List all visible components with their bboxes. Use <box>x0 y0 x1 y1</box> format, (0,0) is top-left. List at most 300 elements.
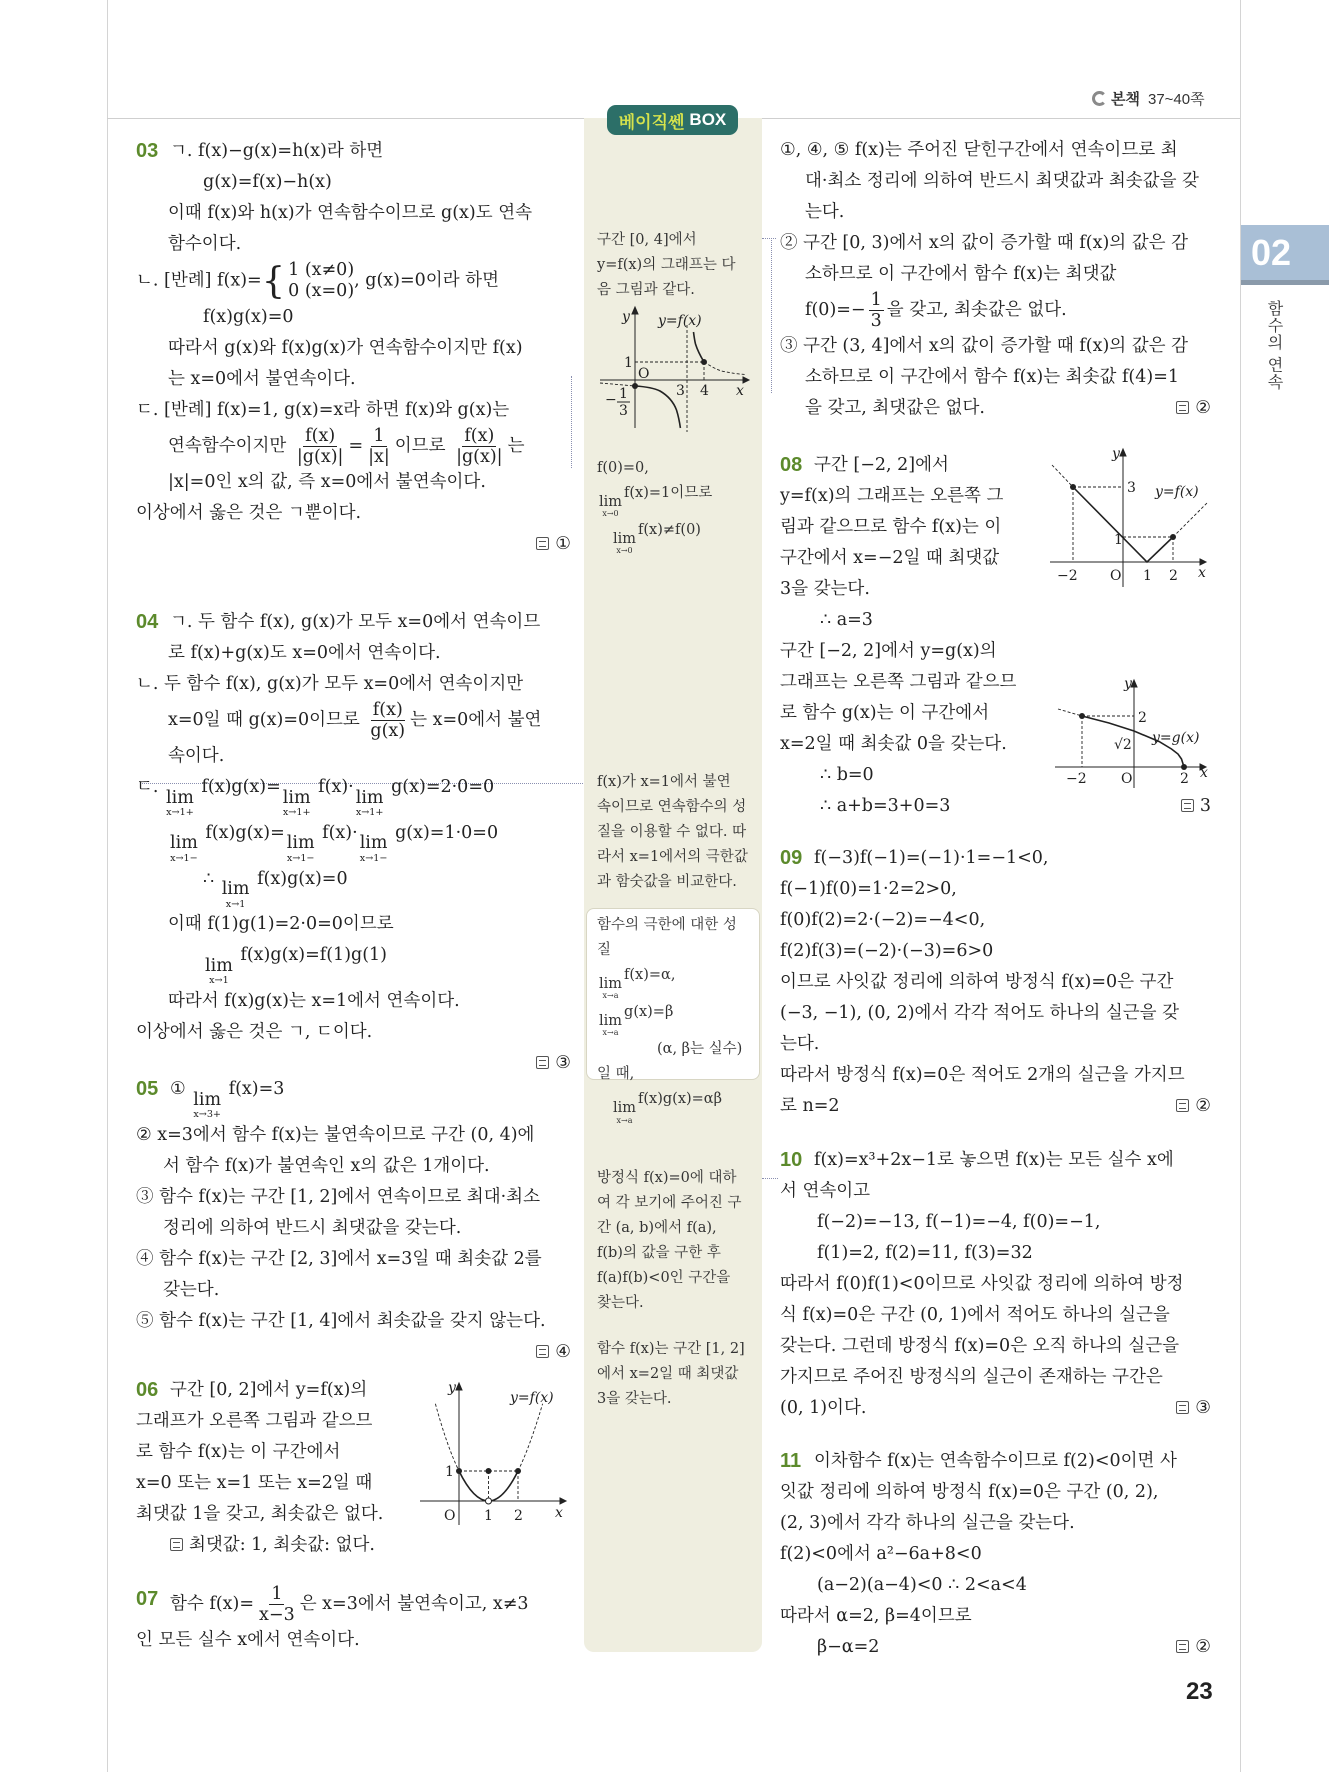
text-run: 이때 f(x)와 h(x)가 연속함수이므로 g(x)도 연속 <box>168 203 533 223</box>
text-line <box>780 228 1211 259</box>
badge-label-korean: 베이직쎈 <box>618 112 685 132</box>
text-line <box>136 426 571 467</box>
lim-operator: lim <box>221 879 250 899</box>
text-run: 는 x=0에서 불연 <box>410 710 542 731</box>
lim-operator: lim <box>613 530 637 547</box>
text-run: (0, 1)이다. <box>780 1398 867 1418</box>
text-line <box>136 1375 396 1406</box>
text-line <box>597 253 747 278</box>
lim-subscript: x→1− <box>359 852 388 864</box>
text-line <box>597 1166 747 1191</box>
text-run: 3을 갖는다. <box>597 1391 672 1407</box>
text-line <box>780 1060 1211 1091</box>
text-run: f(x)· <box>316 822 358 843</box>
solution-m3 <box>597 770 747 895</box>
text-run: 구간 [−2, 2]에서 <box>814 455 949 475</box>
text-run: 구간 [−2, 2]에서 y=g(x)의 <box>780 641 997 661</box>
text-run: (a−2)(a−4)<0 ∴ 2<a<4 <box>817 1575 1027 1595</box>
svg-text:O: O <box>638 366 650 382</box>
text-run: 인 모든 실수 x에서 연속이다. <box>136 1630 360 1651</box>
piecewise <box>262 260 354 302</box>
denominator: g(x) <box>370 721 406 742</box>
text-run: f(x)=α, <box>624 967 676 983</box>
lim-operator: lim <box>599 1012 623 1029</box>
curve-right-branch <box>694 332 705 362</box>
basic-box-badge <box>607 105 738 135</box>
denominator: 3 <box>870 311 882 332</box>
limit <box>170 835 198 863</box>
solution-m5 <box>597 1337 747 1412</box>
text-run: 을 갖고, 최솟값은 없다. <box>886 300 1067 321</box>
svg-text:1: 1 <box>624 355 633 371</box>
answer-value: ② <box>1195 398 1211 419</box>
numerator: 1 <box>271 1584 283 1604</box>
text-run: 구간 [0, 4]에서 <box>597 232 697 248</box>
text-line <box>136 607 571 638</box>
text-run: 는 x=0에서 불연속이다. <box>168 369 356 389</box>
text-run: 함수이다. <box>168 234 242 254</box>
point-marker <box>632 383 638 389</box>
problem-number: 04 <box>136 611 159 633</box>
text-line <box>780 1207 1211 1238</box>
answer-icon <box>1176 1640 1189 1653</box>
text-run: f(0)=0, <box>597 460 649 476</box>
text-line <box>136 818 571 864</box>
text-run: 여 각 보기에 주어진 구 <box>597 1195 742 1211</box>
text-line <box>780 1091 1211 1122</box>
lim-subscript: x→3+ <box>193 1109 221 1120</box>
text-line <box>136 1584 571 1625</box>
text-run: ①, ④, ⑤ f(x)는 주어진 닫힌구간에서 연속이므로 최 <box>780 140 1178 160</box>
denominator: |g(x)| <box>296 447 344 468</box>
text-line <box>780 1362 1211 1393</box>
answer-icon <box>536 537 549 550</box>
text-run: 속이므로 연속함수의 성 <box>597 799 747 815</box>
answer-icon <box>1176 1401 1189 1414</box>
text-run: 간 (a, b)에서 f(a), <box>597 1220 717 1236</box>
text-line <box>780 1632 1211 1663</box>
text-run: 따라서 f(0)f(1)<0이므로 사잇값 정리에 의하여 방정 <box>780 1274 1184 1294</box>
text-run: 이때 f(1)g(1)=2·0=0이므로 <box>168 914 394 935</box>
problem-number: 08 <box>780 454 803 476</box>
limit <box>205 955 233 987</box>
text-run: ③ 구간 (3, 4]에서 x의 값이 증가할 때 f(x)의 값은 감 <box>780 336 1189 357</box>
text-line <box>780 331 1211 362</box>
text-run: x=2일 때 최솟값 0을 갖는다. <box>780 734 1007 754</box>
svg-text:x: x <box>1200 765 1208 781</box>
text-run: 가지므로 주어진 방정식의 실근이 존재하는 구간은 <box>780 1367 1163 1387</box>
answer-icon <box>1176 1099 1189 1112</box>
answer-icon <box>1176 401 1189 414</box>
text-run: 질을 이용할 수 없다. 따 <box>597 824 747 840</box>
text-run: 을 갖고, 최댓값은 없다. <box>805 398 985 419</box>
text-line <box>136 395 571 426</box>
text-line <box>136 333 571 364</box>
text-run: y=f(x)의 그래프는 다 <box>597 257 736 273</box>
lim-operator: lim <box>286 833 315 854</box>
box-title: 함수의 극한에 대한 성질 <box>597 917 737 958</box>
limit <box>166 787 194 819</box>
text-line <box>597 1000 747 1037</box>
piecewise-rows <box>288 260 354 302</box>
text-run: f(x)=x³+2x−1로 놓으면 f(x)는 모든 실수 x에 <box>814 1150 1174 1170</box>
text-run: ∴ b=0 <box>820 765 874 785</box>
answer <box>136 1530 396 1561</box>
text-run: 따라서 α=2, β=4이므로 <box>780 1606 972 1626</box>
answer-icon <box>536 1345 549 1358</box>
limit <box>360 835 388 863</box>
text-run: f(2)f(3)=(−2)·(−3)=6>0 <box>780 941 994 961</box>
text-run: x=0일 때 g(x)=0이므로 <box>168 710 366 731</box>
text-line <box>780 290 1211 331</box>
solution-p09 <box>780 843 1211 1122</box>
text-run: y=f(x)의 그래프는 오른쪽 그 <box>780 486 1004 506</box>
text-line <box>780 197 1211 228</box>
solution-p06 <box>136 1375 396 1561</box>
text-run: x=0 또는 x=1 또는 x=2일 때 <box>136 1473 373 1493</box>
text-run: 는 <box>507 436 525 457</box>
curve-left-branch <box>635 386 680 428</box>
text-run: ∴ a=3 <box>820 610 873 630</box>
problem-number: 03 <box>136 140 159 162</box>
text-line <box>597 1216 747 1241</box>
text-run: 그래프는 오른쪽 그림과 같으므 <box>780 672 1017 692</box>
answer-icon <box>170 1538 183 1551</box>
text-run: f(0)f(2)=2·(−2)=−4<0, <box>780 910 986 930</box>
svg-text:y=f(x): y=f(x) <box>510 1390 554 1406</box>
text-line <box>780 760 1211 791</box>
text-line <box>780 905 1211 936</box>
text-run: ③ 함수 f(x)는 구간 [1, 2]에서 연속이므로 최대·최소 <box>136 1186 540 1207</box>
text-run: f(a)f(b)<0인 구간을 <box>597 1270 731 1286</box>
limit <box>613 1101 636 1124</box>
svg-text:3: 3 <box>619 403 628 419</box>
limit <box>355 787 384 819</box>
text-line <box>136 1406 396 1437</box>
answer-value: ③ <box>555 1052 571 1073</box>
text-line <box>136 1499 396 1530</box>
limit <box>613 532 636 555</box>
page-number: 23 <box>1186 1678 1213 1705</box>
text-line <box>136 1074 571 1120</box>
page-left-border <box>107 0 108 1772</box>
text-line <box>136 1437 396 1468</box>
lim-operator: lim <box>205 955 233 976</box>
numerator: 1 <box>870 290 882 310</box>
lim-subscript: x→a <box>616 1115 633 1125</box>
denominator: |g(x)| <box>456 447 503 468</box>
numerator: f(x) <box>372 700 403 720</box>
chapter-tab <box>1241 225 1329 285</box>
lim-operator: lim <box>170 833 198 854</box>
solution-p07 <box>136 1584 571 1656</box>
lim-operator: lim <box>599 493 623 510</box>
text-run: g(x)=1·0=0 <box>389 822 499 843</box>
text-line <box>136 498 571 529</box>
answer-value: 최댓값: 1, 최솟값: 없다. <box>189 1535 375 1555</box>
text-line <box>780 1145 1211 1176</box>
text-line <box>597 481 747 518</box>
text-run: ㄷ. [반례] f(x)=1, g(x)=x라 하면 f(x)와 g(x)는 <box>136 400 510 420</box>
limit <box>222 881 250 909</box>
text-line <box>780 1300 1211 1331</box>
limit <box>599 495 622 518</box>
text-run: f(−2)=−13, f(−1)=−4, f(0)=−1, <box>817 1212 1101 1232</box>
reference-pages: 37~40쪽 <box>1147 91 1205 108</box>
graph-08-gx <box>1040 640 1220 787</box>
text-run: f(x)=3 <box>223 1079 285 1099</box>
limit <box>282 787 311 819</box>
text-run: ∴ a+b=3+0=3 <box>820 796 951 816</box>
text-line <box>597 518 747 555</box>
text-line <box>597 795 747 820</box>
connector-line <box>771 238 772 393</box>
lim-subscript: x→0 <box>616 546 633 556</box>
text-run: f(1)=2, f(2)=11, f(3)=32 <box>817 1243 1033 1263</box>
lim-subscript: x→1+ <box>355 807 384 819</box>
text-line <box>136 1017 571 1048</box>
text-run: 따라서 f(x)g(x)는 x=1에서 연속이다. <box>168 990 460 1011</box>
numerator: f(x) <box>305 426 336 446</box>
text-run: f(−3)f(−1)=(−1)·1=−1<0, <box>814 848 1049 868</box>
fraction <box>869 290 884 331</box>
text-line <box>780 1393 1211 1424</box>
text-line <box>780 791 1211 822</box>
fraction <box>257 1584 297 1625</box>
text-run: 라서 x=1에서의 극한값 <box>597 849 748 865</box>
solution-m4 <box>597 1166 747 1316</box>
text-run: 은 x=3에서 불연속이고, x≠3 <box>299 1594 529 1615</box>
svg-text:1: 1 <box>484 1508 493 1524</box>
text-run: (α, β는 실수) <box>657 1041 743 1058</box>
solution-rtop <box>780 135 1211 424</box>
text-line <box>597 1087 747 1124</box>
piecewise-case: 1 (x≠0) <box>288 260 355 280</box>
answer-icon <box>1181 799 1194 812</box>
answer <box>1176 393 1211 424</box>
text-line <box>136 467 571 498</box>
fraction <box>454 426 505 467</box>
text-run: f(x)g(x)= <box>195 777 281 798</box>
text-run: f(x)· <box>312 777 354 798</box>
text-run: , g(x)=0이라 하면 <box>354 270 499 291</box>
text-run: f(x)g(x)= <box>199 822 285 843</box>
text-line <box>136 198 571 229</box>
svg-text:1: 1 <box>1143 568 1152 584</box>
svg-text:−2: −2 <box>1057 568 1078 584</box>
text-line <box>597 845 747 870</box>
answer-value: ② <box>1195 1096 1211 1116</box>
piecewise-case: 0 (x=0) <box>288 281 355 301</box>
solution-mbox <box>597 913 747 1124</box>
text-run: 연속함수이지만 <box>168 436 292 457</box>
text-run: 찾는다. <box>597 1295 644 1311</box>
fraction <box>295 426 346 467</box>
text-run: 따라서 방정식 f(x)=0은 적어도 2개의 실근을 가지므 <box>780 1065 1185 1085</box>
text-run: 서 함수 f(x)가 불연속인 x의 값은 1개이다. <box>163 1155 490 1176</box>
text-run: 로 함수 f(x)는 이 구간에서 <box>136 1442 341 1462</box>
text-line <box>136 1468 396 1499</box>
chapter-title: 함수의 연속 <box>1265 300 1282 391</box>
lim-operator: lim <box>355 787 384 808</box>
lim-subscript: x→a <box>602 991 619 1001</box>
text-line <box>597 1362 747 1387</box>
lim-subscript: x→1+ <box>282 807 311 819</box>
text-run: 구간에서 x=−2일 때 최댓값 <box>780 548 1000 568</box>
text-run: 구간 [0, 2]에서 y=f(x)의 <box>170 1380 368 1400</box>
text-line <box>780 605 1211 636</box>
answer-value: ④ <box>555 1341 571 1362</box>
text-run: 방정식 f(x)=0에 대하 <box>597 1170 737 1186</box>
svg-text:x: x <box>555 1505 563 1521</box>
text-line <box>136 986 571 1017</box>
text-line <box>136 700 571 741</box>
text-line <box>780 1570 1211 1601</box>
text-run: 정리에 의하여 반드시 최댓값을 갖는다. <box>163 1217 462 1238</box>
svg-text:2: 2 <box>1180 771 1189 787</box>
text-line <box>597 963 747 1000</box>
text-line <box>597 770 747 795</box>
chapter-number: 02 <box>1251 232 1292 273</box>
fraction <box>368 700 407 741</box>
svg-text:y: y <box>1112 446 1120 462</box>
text-line <box>136 1625 571 1656</box>
text-line <box>136 229 571 260</box>
svg-text:y=f(x): y=f(x) <box>658 313 702 329</box>
answer-value: ③ <box>1195 1398 1211 1418</box>
text-line <box>780 1601 1211 1632</box>
text-run: 잇값 정리에 의하여 방정식 f(x)=0은 구간 (0, 2), <box>780 1482 1159 1502</box>
answer <box>1176 1393 1211 1424</box>
text-run: 소하므로 이 구간에서 함수 f(x)는 최댓값 <box>805 264 1117 284</box>
svg-text:3: 3 <box>676 383 685 399</box>
text-run: f(x)가 x=1에서 불연 <box>597 774 731 790</box>
text-run: 서 연속이고 <box>780 1181 871 1201</box>
text-line <box>136 741 571 772</box>
text-run: ∴ <box>203 868 220 889</box>
answer-icon <box>536 1056 549 1069</box>
answer <box>1181 791 1211 822</box>
text-line <box>597 1191 747 1216</box>
lim-subscript: x→1+ <box>166 807 194 819</box>
lim-subscript: x→1 <box>225 898 246 910</box>
connector-line <box>762 1178 778 1179</box>
text-line <box>136 1244 571 1275</box>
text-line <box>780 1477 1211 1508</box>
text-line <box>780 1539 1211 1570</box>
text-run: 3을 갖는다. <box>780 579 870 599</box>
connector-line <box>762 238 776 239</box>
text-line <box>597 456 747 481</box>
text-run: 함수 f(x)= <box>170 1594 255 1615</box>
text-run: f(x)g(x)=0 <box>251 868 348 889</box>
text-run: ㄱ. 두 함수 f(x), g(x)가 모두 x=0에서 연속이므 <box>170 612 541 632</box>
text-line <box>597 1337 747 1362</box>
text-run: 소하므로 이 구간에서 함수 f(x)는 최솟값 f(4)=1 <box>805 367 1180 388</box>
answer <box>1176 1632 1211 1663</box>
reference-icon <box>1092 91 1107 106</box>
text-line <box>597 1387 747 1412</box>
limit <box>287 835 315 863</box>
lim-subscript: x→1 <box>209 975 229 987</box>
numerator: f(x) <box>464 426 495 446</box>
text-run: 따라서 g(x)와 f(x)g(x)가 연속함수이지만 f(x) <box>168 338 523 358</box>
text-run: ④ 함수 f(x)는 구간 [2, 3]에서 x=3일 때 최솟값 2를 <box>136 1248 542 1269</box>
text-line <box>136 1120 571 1151</box>
text-run: 이상에서 옳은 것은 ㄱ뿐이다. <box>136 503 362 524</box>
text-run: 는다. <box>805 202 845 222</box>
limit <box>599 1014 622 1037</box>
problem-number: 06 <box>136 1379 159 1401</box>
lim-operator: lim <box>282 787 311 808</box>
lim-operator: lim <box>613 1100 637 1116</box>
text-run: 속이다. <box>168 746 225 767</box>
text-line <box>780 393 1211 424</box>
problem-number: 07 <box>136 1588 159 1610</box>
problem-number: 09 <box>780 847 803 869</box>
solution-p11 <box>780 1446 1211 1663</box>
text-run: 이므로 <box>394 436 452 457</box>
svg-text:y=f(x): y=f(x) <box>1155 484 1199 500</box>
svg-text:O: O <box>1110 568 1122 584</box>
text-run: |x|=0인 x의 값, 즉 x=0에서 불연속이다. <box>168 472 486 493</box>
answer <box>1176 1091 1211 1122</box>
text-line <box>780 135 1211 166</box>
text-line <box>597 1062 747 1087</box>
text-run: g(x)=β <box>624 1004 674 1021</box>
text-line <box>597 228 747 253</box>
text-run: 로 n=2 <box>780 1096 840 1116</box>
text-line <box>780 362 1211 393</box>
text-run: 에서 x=2일 때 최댓값 <box>597 1366 739 1382</box>
svg-text:−: − <box>605 392 617 408</box>
textbook-reference <box>1092 88 1205 109</box>
text-run: ① <box>170 1079 192 1099</box>
brace: { <box>261 258 286 302</box>
text-line <box>780 1508 1211 1539</box>
svg-text:2: 2 <box>514 1508 523 1524</box>
reference-label: 본책 <box>1111 91 1140 108</box>
numerator: 1 <box>373 426 385 446</box>
svg-text:y: y <box>622 309 630 325</box>
solution-p04 <box>136 607 571 1079</box>
graph-06-fx <box>410 1370 580 1530</box>
text-line <box>136 364 571 395</box>
text-line <box>136 772 571 818</box>
text-run: f(x)≠f(0) <box>638 522 701 539</box>
text-run: 최댓값 1을 갖고, 최솟값은 없다. <box>136 1504 384 1524</box>
text-run: f(x)g(x)=0 <box>203 307 294 327</box>
connector-line <box>571 376 572 468</box>
text-line <box>597 1037 747 1062</box>
text-line <box>136 940 571 986</box>
text-line <box>780 1238 1211 1269</box>
text-line <box>780 843 1211 874</box>
text-line <box>597 820 747 845</box>
problem-number: 10 <box>780 1149 803 1171</box>
text-run: 로 함수 g(x)는 이 구간에서 <box>780 703 990 723</box>
graph-middle-fx <box>590 290 770 440</box>
text-run: (2, 3)에서 각각 하나의 실근을 갖는다. <box>780 1513 1075 1533</box>
svg-text:1: 1 <box>445 1464 454 1480</box>
svg-text:3: 3 <box>1127 480 1136 496</box>
badge-label-box: BOX <box>689 110 727 129</box>
lim-subscript: x→1− <box>170 852 198 864</box>
text-run: 갖는다. <box>163 1279 220 1300</box>
limit <box>193 1089 222 1120</box>
text-line <box>780 936 1211 967</box>
text-run: ⑤ 함수 f(x)는 구간 [1, 4]에서 최솟값을 갖지 않는다. <box>136 1310 546 1331</box>
